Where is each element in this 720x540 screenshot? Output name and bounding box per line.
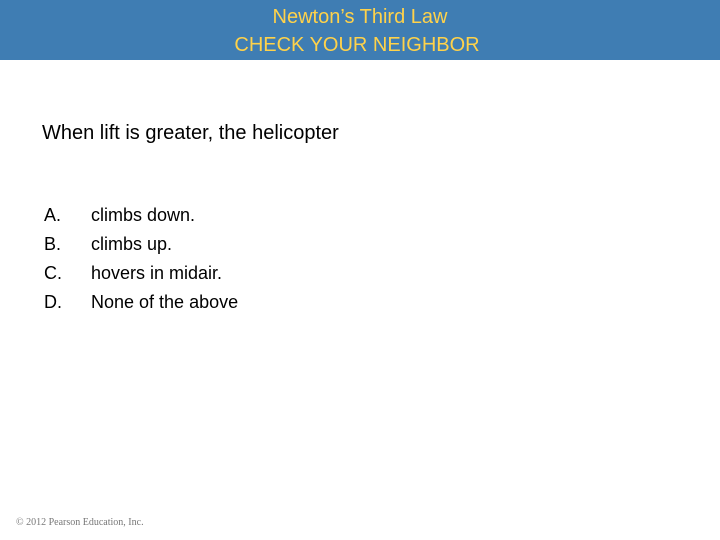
question-text: When lift is greater, the helicopter — [42, 122, 339, 144]
choice-text: None of the above — [91, 292, 239, 312]
choice-letter: B. — [44, 234, 62, 254]
answer-choices — [44, 202, 238, 318]
slide-title: Newton’s Third Law — [272, 6, 448, 28]
choice-a — [44, 202, 238, 231]
choice-letter: D. — [44, 292, 62, 312]
choice-b — [44, 231, 238, 260]
header-bar — [0, 0, 720, 60]
choice-text: climbs up. — [91, 234, 173, 254]
slide-subtitle: CHECK YOUR NEIGHBOR — [234, 34, 480, 56]
choice-d — [44, 289, 238, 318]
choice-text: hovers in midair. — [91, 263, 223, 283]
choice-letter: A. — [44, 205, 62, 225]
copyright-notice: © 2012 Pearson Education, Inc. — [16, 517, 144, 528]
choice-text: climbs down. — [91, 205, 196, 225]
choice-c — [44, 260, 238, 289]
choice-letter: C. — [44, 263, 62, 283]
